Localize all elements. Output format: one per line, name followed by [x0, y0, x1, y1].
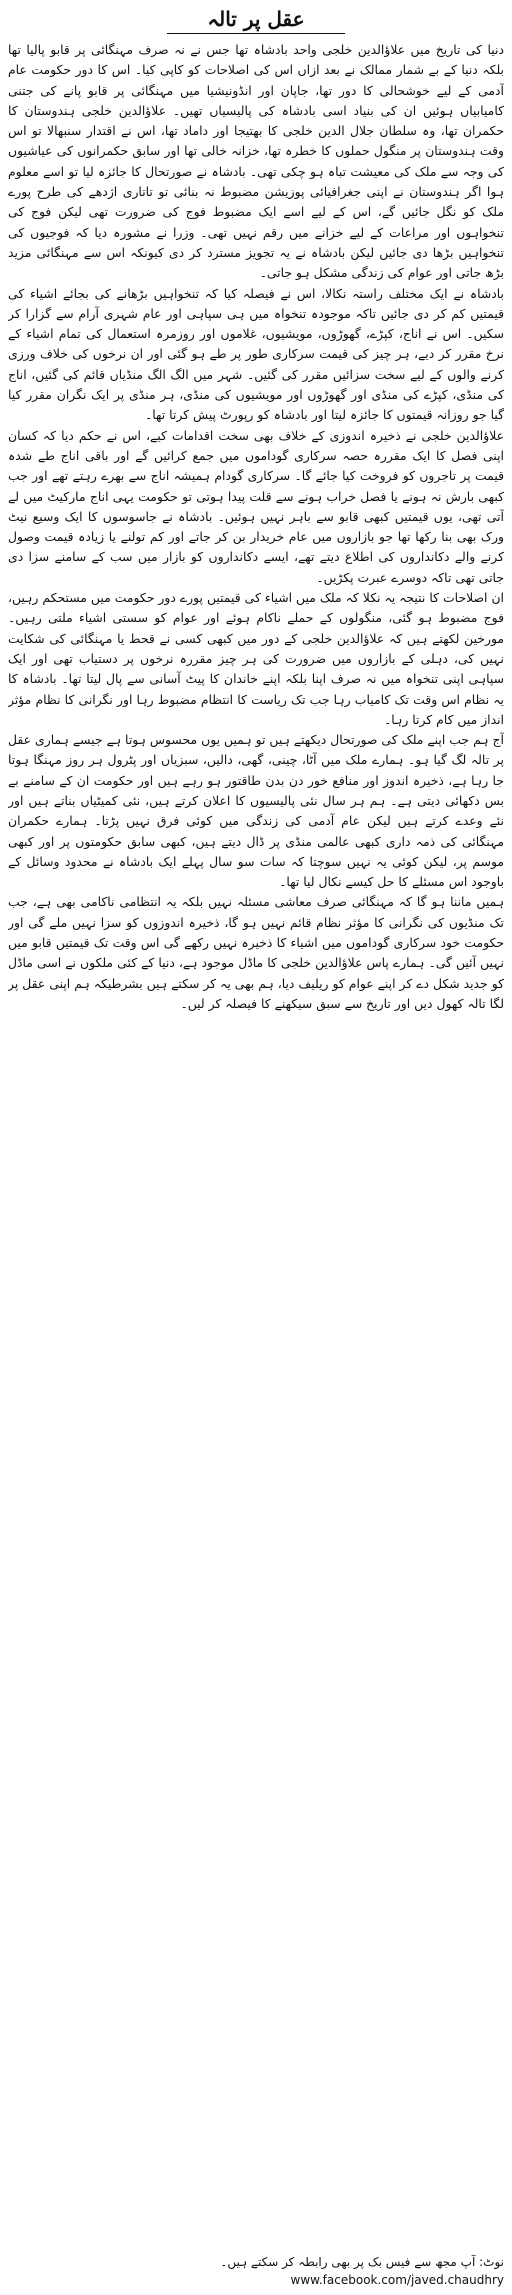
footer-note: نوٹ: آپ مجھ سے فیس بک پر بھی رابطہ کر سکتے ہیں۔ — [220, 2255, 504, 2269]
article-paragraph: ان اصلاحات کا نتیجہ یہ نکلا کہ ملک میں اشیاء کی قیمتیں پورے دور حکومت میں مستحکم رہیں، فوج مضبوط ہو گئی، منگولوں کے حملے ناکام ہوئے اور عوام کو سستی اشیاء ملتی رہیں۔ مورخین لکھتے ہیں کہ علاؤالدین خلجی کے دور میں کبھی کسی نے قحط یا مہنگائی کی شکایت نہیں کی، دہلی کے بازاروں میں ضرورت کی ہر چیز مقررہ نرخوں پر دستیاب تھی اور ایک سپاہی اپنی تنخواہ میں نہ صرف اپنا بلکہ اپنے خاندان کا پیٹ آسانی سے پال لیتا تھا۔ بادشاہ کا یہ نظام اس وقت تک کامیاب رہا جب تک ریاست کا انتظام مضبوط رہا اور نگرانی کا نظام مؤثر انداز میں کام کرتا رہا۔ — [8, 590, 504, 727]
facebook-link[interactable]: www.facebook.com/javed.chaudhry — [290, 2273, 504, 2287]
article-column — [8, 0, 504, 2295]
article-paragraph: دنیا کی تاریخ میں علاؤالدین خلجی واحد بادشاہ تھا جس نے نہ صرف مہنگائی پر قابو پالیا تھا بلکہ دنیا کے بے شمار ممالک نے بعد ازاں اس کی اصلاحات کو کاپی کیا۔ اس کا دور حکومت عام آدمی کے لیے خوشحالی کا دور تھا، جاپان اور انڈونیشیا میں مہنگائی پر قابو پانے کی جتنی کامیابیاں ہوئیں ان کی بنیاد اسی بادشاہ کی پالیسیاں تھیں۔ علاؤالدین خلجی ہندوستان کا حکمران تھا، وہ سلطان جلال الدین خلجی کا بھتیجا اور داماد تھا، اس نے اقتدار سنبھالا تو اس وقت ہندوستان پر منگول حملوں کا خطرہ تھا، خزانہ خالی تھا اور سابق حکمرانوں کی عیاشیوں کی وجہ سے ملک کی معیشت تباہ ہو چکی تھی۔ بادشاہ نے صورتحال کا جائزہ لیا تو اسے معلوم ہوا اگر ہندوستان نے اپنی جغرافیائی پوزیشن مضبوط نہ بنائی تو تاتاری اژدھے کی طرح پورے ملک کو نگل جائیں گے، اس کے لیے اسے ایک مضبوط فوج کی ضرورت تھی لیکن فوج کی تنخواہوں اور مراعات کے لیے خزانے میں رقم نہیں تھی۔ وزرا نے مشورہ دیا کہ فوجیوں کی تنخواہیں بڑھا دی جائیں لیکن بادشاہ نے یہ تجویز مسترد کر دی کیونکہ اس سے مہنگائی مزید بڑھ جاتی اور عوام کی زندگی مشکل ہو جاتی۔ — [8, 42, 504, 281]
article-paragraph: بادشاہ نے ایک مختلف راستہ نکالا، اس نے فیصلہ کیا کہ تنخواہیں بڑھانے کی بجائے اشیاء کی قیمتیں کم کر دی جائیں تاکہ موجودہ تنخواہ میں ہی سپاہی اور عام شہری آرام سے گزارا کر سکیں۔ اس نے اناج، کپڑے، گھوڑوں، مویشیوں، غلاموں اور روزمرہ استعمال کی تمام اشیاء کے نرخ مقرر کر دیے، ہر چیز کی قیمت سرکاری طور پر طے ہو گئی اور ان نرخوں کی خلاف ورزی کرنے والوں کے لیے سخت سزائیں مقرر کی گئیں۔ شہر میں الگ الگ منڈیاں قائم کی گئیں، اناج کی منڈی، کپڑے کی منڈی اور گھوڑوں اور مویشیوں کی منڈی، ہر منڈی پر ایک نگران مقرر کیا گیا جو روزانہ قیمتوں کا جائزہ لیتا اور بادشاہ کو رپورٹ پیش کرتا تھا۔ — [8, 285, 504, 423]
article-body — [8, 40, 504, 1014]
article-paragraph: ہمیں ماننا ہو گا کہ مہنگائی صرف معاشی مسئلہ نہیں بلکہ یہ انتظامی ناکامی بھی ہے، جب تک منڈیوں کی نگرانی کا مؤثر نظام قائم نہیں ہو گا، ذخیرہ اندوزوں کو سزا نہیں ملے گی اور حکومت خود سرکاری گوداموں میں اشیاء کا ذخیرہ نہیں رکھے گی اس وقت تک قیمتیں قابو میں نہیں آئیں گی۔ ہمارے پاس علاؤالدین خلجی کا ماڈل موجود ہے، دنیا کے کئی ملکوں نے اسی ماڈل کو جدید شکل دے کر اپنے عوام کو ریلیف دیا، ہم بھی یہ کر سکتے ہیں بشرطیکہ ہم اپنی عقل پر لگا تالہ کھول دیں اور تاریخ سے سبق سیکھنے کا فیصلہ کر لیں۔ — [8, 894, 504, 1011]
article-title: عقل پر تالہ — [167, 7, 344, 34]
article-paragraph: آج ہم جب اپنے ملک کی صورتحال دیکھتے ہیں تو ہمیں یوں محسوس ہوتا ہے جیسے ہماری عقل پر تالہ لگ گیا ہو۔ ہمارے ملک میں آٹا، چینی، گھی، دالیں، سبزیاں اور پٹرول ہر روز مہنگا ہوتا جا رہا ہے، ذخیرہ اندوز اور منافع خور دن بدن طاقتور ہو رہے ہیں اور حکومت ان کے سامنے بے بس دکھائی دیتی ہے۔ ہم ہر سال نئی پالیسیوں کا اعلان کرتے ہیں، نئی کمیٹیاں بناتے ہیں اور نئے وعدے کرتے ہیں لیکن عام آدمی کی زندگی میں کوئی فرق نہیں پڑتا۔ ہمارے حکمران مہنگائی کی ذمہ داری کبھی عالمی منڈی پر ڈال دیتے ہیں، کبھی سابق حکومتوں پر اور کبھی موسم پر، لیکن کوئی یہ نہیں سوچتا کہ سات سو سال پہلے ایک بادشاہ نے محدود وسائل کے باوجود اس مسئلے کا حل کیسے نکال لیا تھا۔ — [8, 732, 504, 890]
article-paragraph: علاؤالدین خلجی نے ذخیرہ اندوزی کے خلاف بھی سخت اقدامات کیے، اس نے حکم دیا کہ کسان اپنی فصل کا ایک مقررہ حصہ سرکاری گوداموں میں جمع کرائیں گے اور باقی اناج طے شدہ قیمت پر تاجروں کو فروخت کیا جائے گا۔ سرکاری گودام ہمیشہ اناج سے بھرے رہتے تھے اور جب کبھی بارش نہ ہونے یا فصل خراب ہونے سے قلت پیدا ہوتی تو حکومت یہی اناج مارکیٹ میں لے آتی تھی، یوں قیمتیں کبھی قابو سے باہر نہیں ہوئیں۔ بادشاہ نے جاسوسوں کا ایک وسیع نیٹ ورک بھی بنا رکھا تھا جو بازاروں میں عام خریدار بن کر جاتے اور کم تولنے یا زیادہ قیمت وصول کرنے والے دکانداروں کی اطلاع دیتے تھے، ایسے دکانداروں کو بازار میں سب کے سامنے سزا دی جاتی تھی تاکہ دوسرے عبرت پکڑیں۔ — [8, 427, 504, 585]
article-title-bar — [8, 0, 504, 40]
article-footer — [8, 2253, 504, 2289]
